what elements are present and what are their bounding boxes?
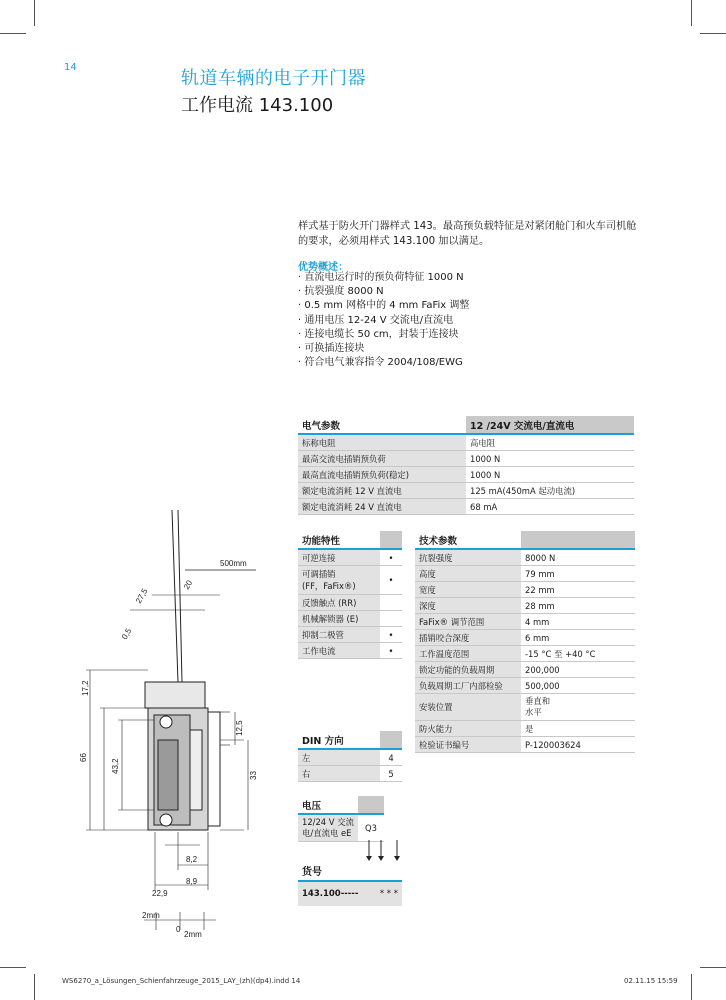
order-number: 143.100-----	[302, 889, 359, 899]
din-table	[298, 731, 402, 782]
page-number: 14	[64, 62, 77, 73]
list-item: · 通用电压 12-24 V 交流电/直流电	[298, 314, 454, 326]
table-row: 深度 28 mm	[415, 598, 635, 614]
dim-2mm-left: 2mm	[142, 911, 160, 920]
table-row: 插销咬合深度 6 mm	[415, 630, 635, 646]
features-table	[298, 531, 402, 659]
order-block	[298, 861, 402, 906]
table-row: 检验证书编号 P-120003624	[415, 737, 635, 753]
electrical-table	[298, 416, 634, 515]
table-row: 可逆连接 •	[298, 549, 402, 566]
page-title: 轨道车辆的电子开门器	[181, 68, 366, 89]
table-row: 宽度 22 mm	[415, 582, 635, 598]
order-stars: * * *	[379, 889, 398, 899]
table-row: 工作温度范围 -15 °C 至 +40 °C	[415, 646, 635, 662]
table-header: 电气参数	[298, 416, 466, 434]
table-row: 12/24 V 交流 电/直流电 eE Q3	[298, 814, 384, 842]
table-row: 机械解锁器 (E)	[298, 611, 402, 627]
dim-22-9: 22,9	[152, 889, 168, 898]
dim-43-2: 43,2	[111, 758, 120, 774]
advantages-list	[298, 271, 638, 370]
table-row: 防火能力 是	[415, 721, 635, 737]
list-item: · 可换插连接块	[298, 343, 365, 355]
table-row: 安装位置 垂直和 水平	[415, 694, 635, 721]
dim-2mm-right: 2mm	[184, 930, 202, 939]
table-row: 锁定功能的负载周期 200,000	[415, 662, 635, 678]
advantages-title: 优势概述：	[298, 262, 348, 273]
table-header: 功能特性	[298, 531, 380, 549]
dim-27-5: 27,5	[133, 587, 150, 605]
table-row: 右 5	[298, 766, 402, 782]
dim-0-5: 0,5	[119, 626, 134, 641]
table-row: 负载周期工厂内部检验 500,000	[415, 678, 635, 694]
table-row: 抑制二极管 •	[298, 627, 402, 643]
dim-20: 20	[181, 578, 195, 591]
table-row: 额定电流消耗 24 V 直流电 68 mA	[298, 499, 634, 515]
list-item: · 连接电缆长 50 cm，封装于连接块	[298, 328, 459, 340]
technical-drawing	[60, 500, 290, 950]
table-row: 抗裂强度 8000 N	[415, 549, 635, 566]
dim-33: 33	[249, 771, 258, 780]
table-row: 可调插销 (FF，FaFix®) •	[298, 566, 402, 595]
voltage-table	[298, 796, 384, 842]
dim-500mm: 500mm	[220, 559, 247, 568]
table-header: DIN 方向	[298, 731, 380, 749]
table-row: 最高交流电插销预负荷 1000 N	[298, 451, 634, 467]
table-row: 额定电流消耗 12 V 直流电 125 mA(450mA 起动电流)	[298, 483, 634, 499]
technical-table	[415, 531, 635, 753]
dim-0: 0	[176, 925, 181, 934]
dim-17-2: 17,2	[81, 680, 90, 696]
list-item: · 0.5 mm 网格中的 4 mm FaFix 调整	[298, 300, 470, 312]
list-item: · 直流电运行时的预负荷特征 1000 N	[298, 272, 464, 283]
table-row: 高度 79 mm	[415, 566, 635, 582]
table-row: 左 4	[298, 749, 402, 766]
list-item: · 抗裂强度 8000 N	[298, 286, 384, 298]
page-subtitle: 工作电流 143.100	[181, 95, 334, 116]
list-item: · 符合电气兼容指令 2004/108/EWG	[298, 357, 463, 369]
footer-file: WS6270_a_Lösungen_Schienfahrzeuge_2015_LAY_(zh)(dp4).indd 14	[62, 977, 301, 985]
table-header: 12 /24V 交流电/直流电	[466, 416, 634, 434]
table-row: 工作电流 •	[298, 643, 402, 659]
order-title: 货号	[302, 867, 322, 878]
table-header: 技术参数	[415, 531, 521, 549]
table-row: FaFix® 调节范围 4 mm	[415, 614, 635, 630]
table-row: 反馈触点 (RR)	[298, 595, 402, 611]
dim-12-5: 12,5	[235, 720, 244, 736]
table-row: 标称电阻 高电阻	[298, 434, 634, 451]
dim-8-9: 8,9	[186, 877, 198, 886]
dim-66: 66	[79, 753, 88, 762]
intro-paragraph: 样式基于防火开门器样式 143。最高预负载特征是对紧闭舱门和火车司机舱的要求，必须用样式 143.100 加以满足。	[298, 221, 637, 247]
dim-8-2: 8,2	[186, 855, 198, 864]
table-row: 最高直流电插销预负荷(稳定) 1000 N	[298, 467, 634, 483]
table-header: 电压	[298, 796, 358, 814]
footer-date: 02.11.15 15:59	[624, 977, 678, 985]
